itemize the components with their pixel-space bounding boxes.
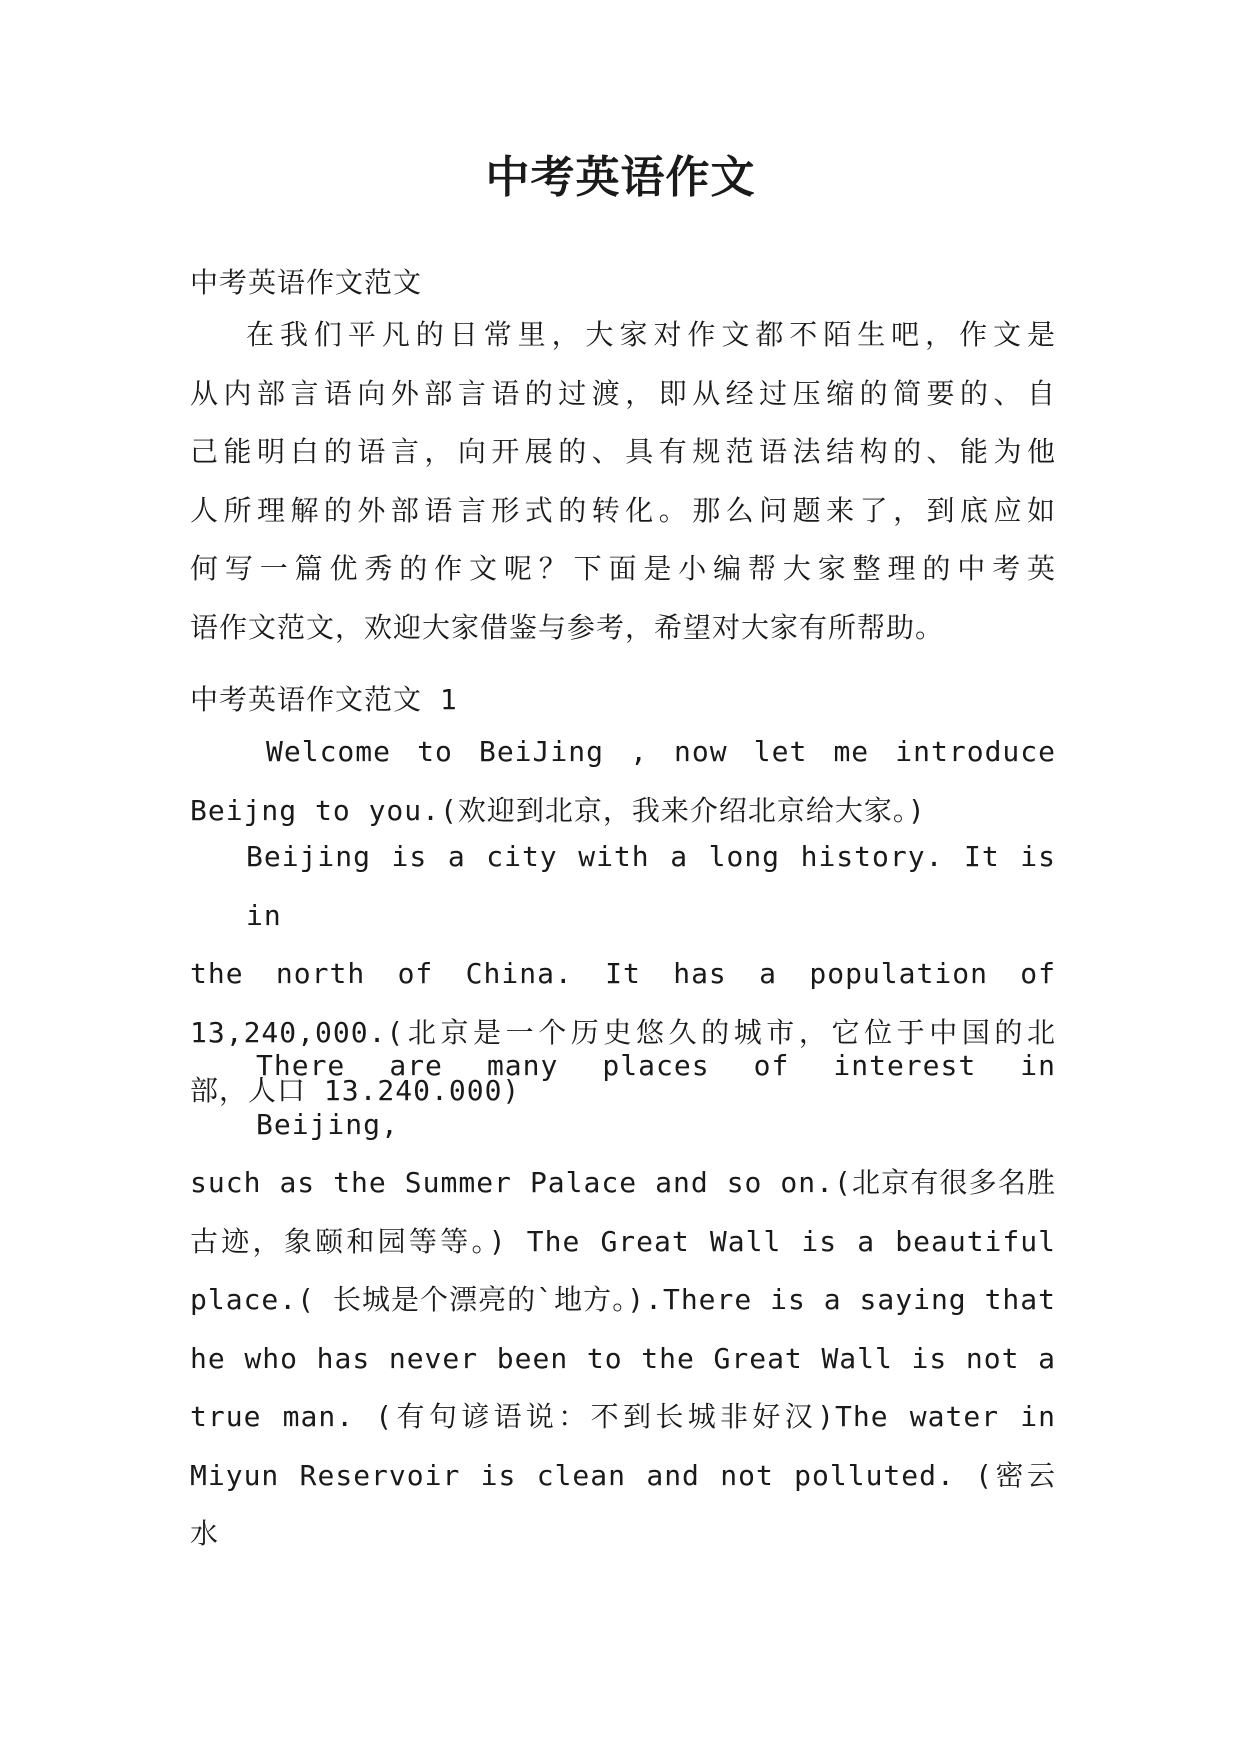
intro-line: 在我们平凡的日常里，大家对作文都不陌生吧，作文是 (246, 318, 1056, 351)
intro-line: 己能明白的语言，向开展的、具有规范语法结构的、能为他 (190, 435, 1056, 468)
paragraph-line: true man. (有句谚语说：不到长城非好汉)The water in (190, 1400, 1056, 1433)
paragraph-line: such as the Summer Palace and so on.(北京有很多名胜 (190, 1166, 1056, 1199)
intro-line: 何写一篇优秀的作文呢？下面是小编帮大家整理的中考英 (190, 552, 1056, 585)
paragraph-line: Beijng to you.(欢迎到北京，我来介绍北京给大家。) (190, 793, 926, 827)
paragraph-line: 部，人口 13.240.000) (190, 1074, 521, 1107)
paragraph-line: Beijing is a city with a long history. It is in (246, 840, 1056, 932)
section-heading-text: 中考英语作文范文 (190, 266, 423, 299)
intro-line: 人所理解的外部语言形式的转化。那么问题来了，到底应如 (190, 493, 1056, 527)
intro-line: 语作文范文，欢迎大家借鉴与参考，希望对大家有所帮助。 (190, 610, 945, 644)
paragraph-line: place.( 长城是个漂亮的`地方。).There is a saying that (190, 1283, 1056, 1316)
paragraph-line: Welcome to BeiJing , now let me introduce (266, 735, 1056, 768)
paragraph-line: 古迹，象颐和园等等。) The Great Wall is a beautiful (190, 1224, 1056, 1258)
sample-paragraph-3 (190, 1037, 1056, 1564)
intro-paragraph (190, 306, 1056, 657)
paragraph-line: the north of China. It has a population of (190, 957, 1056, 990)
sample-heading (190, 671, 1056, 730)
section-heading (190, 254, 1056, 313)
paragraph-line: he who has never been to the Great Wall is not a (190, 1341, 1056, 1375)
paragraph-line: There are many places of interest in Beijing, (256, 1049, 1056, 1141)
document-title: 中考英语作文 (485, 152, 756, 203)
sample-heading-text: 中考英语作文范文 1 (190, 683, 458, 716)
paragraph-line: Miyun Reservoir is clean and not polluted. (密云水 (190, 1458, 1056, 1550)
paragraph-line: 13,240,000.(北京是一个历史悠久的城市，它位于中国的北 (190, 1015, 1056, 1049)
sample-paragraph-1 (190, 723, 1056, 840)
intro-line: 从内部言语向外部言语的过渡，即从经过压缩的简要的、自 (190, 376, 1056, 410)
